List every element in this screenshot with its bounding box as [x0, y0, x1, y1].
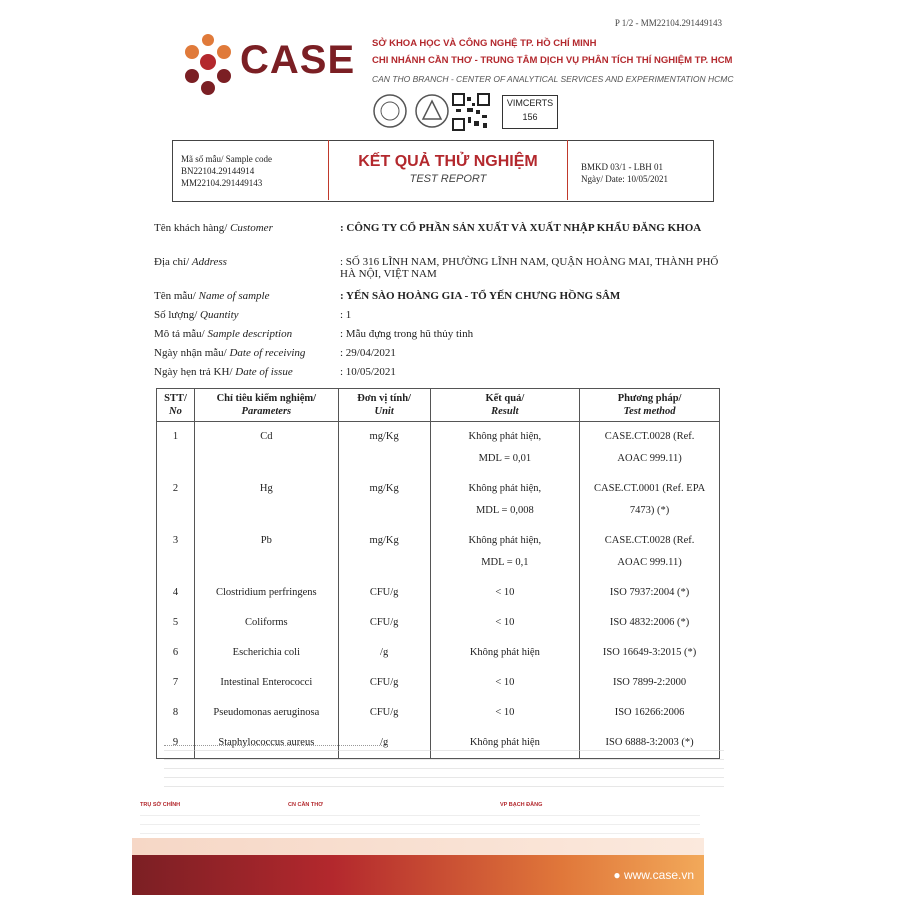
brand-name: CASE	[240, 38, 356, 82]
sample-code-block	[181, 153, 272, 189]
info-label-vi: Tên mẫu/	[154, 290, 199, 302]
cell-parameter-line: Cd	[260, 431, 273, 442]
org-line-1: SỞ KHOA HỌC VÀ CÔNG NGHỆ TP. HỒ CHÍ MINH	[372, 38, 597, 49]
report-date: Ngày/ Date: 10/05/2021	[581, 174, 668, 184]
cell-parameter-line: Escherichia coli	[232, 647, 300, 658]
report-header	[172, 140, 714, 202]
cell-unit	[338, 474, 430, 526]
form-code: BMKD 03/1 - LBH 01	[581, 162, 664, 172]
header-unit: Đơn vị tính/ Unit	[338, 389, 430, 422]
form-code-block	[581, 161, 668, 185]
table-row	[157, 698, 720, 728]
cell-no	[157, 668, 195, 698]
cell-no-line: 2	[172, 483, 179, 494]
cell-no	[157, 474, 195, 526]
cell-unit	[338, 526, 430, 578]
cell-method-line: ISO 4832:2006 (*)	[609, 617, 690, 628]
vimcerts-number: 156	[522, 112, 538, 122]
cell-result-line: Không phát hiện,	[468, 535, 542, 546]
footer-head-office-title: TRỤ SỞ CHÍNH	[140, 802, 181, 808]
info-value: : YẾN SÀO HOÀNG GIA - TỔ YẾN CHƯNG HỒNG SÂM	[340, 290, 621, 302]
cell-no-line: 9	[172, 737, 179, 748]
info-label-en: Name of sample	[198, 290, 270, 302]
info-value: : CÔNG TY CỔ PHẦN SẢN XUẤT VÀ XUẤT NHẬP KHẨU ĐĂNG KHOA	[340, 222, 702, 234]
info-label-en: Customer	[230, 222, 273, 234]
cell-method-line: ISO 6888-3:2003 (*)	[605, 737, 694, 748]
vimcerts-badge	[502, 95, 558, 129]
vilas-seal-icon	[414, 93, 450, 129]
cell-unit	[338, 698, 430, 728]
cell-result-line: Không phát hiện	[469, 737, 540, 748]
cell-method	[580, 698, 720, 728]
info-label-en: Date of issue	[235, 366, 293, 378]
cell-result-line-2: MDL = 0,01	[478, 453, 532, 464]
info-label-vi: Ngày nhận mẫu/	[154, 347, 230, 359]
cell-method-line: ISO 16649-3:2015 (*)	[602, 647, 697, 658]
organization-block	[372, 38, 733, 84]
cell-parameter-line: Hg	[259, 483, 273, 494]
cell-method-line: CASE.CT.0001 (Ref. EPA	[594, 483, 706, 494]
table-row	[157, 578, 720, 608]
footer-can-tho	[288, 800, 323, 810]
cell-parameter-line: Pb	[260, 535, 272, 546]
cell-unit	[338, 638, 430, 668]
table-body	[157, 422, 720, 759]
cell-no	[157, 526, 195, 578]
info-value: : SỐ 316 LĨNH NAM, PHƯỜNG LĨNH NAM, QUẬN HOÀNG MAI, THÀNH PHỐ HÀ NỘI, VIỆT NAM	[340, 256, 719, 280]
cell-unit	[338, 422, 430, 475]
footer-vp	[500, 800, 542, 810]
page-reference: P 1/2 - MM22104.291449143	[614, 18, 722, 28]
cell-parameter-line: Pseudomonas aeruginosa	[213, 707, 320, 718]
cell-no-line: 3	[172, 535, 179, 546]
cell-result	[430, 698, 580, 728]
cell-unit-line: mg/Kg	[369, 483, 399, 494]
website-text: www.case.vn	[623, 868, 694, 882]
org-line-3: CAN THO BRANCH - CENTER OF ANALYTICAL SERVICES AND EXPERIMENTATION HCMC	[372, 74, 734, 84]
cell-parameter	[194, 578, 338, 608]
cell-parameter-line: Intestinal Enterococci	[220, 677, 313, 688]
cell-method-line: ISO 7937:2004 (*)	[609, 587, 690, 598]
globe-icon: ●	[613, 868, 624, 882]
cell-method	[580, 638, 720, 668]
report-title-en: TEST REPORT	[409, 173, 487, 185]
cell-method	[580, 474, 720, 526]
info-label-vi: Số lượng/	[154, 309, 201, 321]
info-row-description	[154, 328, 724, 347]
info-label-vi: Tên khách hàng/	[154, 222, 231, 234]
header-no: STT/ No	[157, 389, 195, 422]
cell-method-line: ISO 16266:2006	[614, 707, 685, 718]
cell-result-line: < 10	[495, 587, 515, 598]
qr-code-icon	[452, 93, 490, 131]
website-link[interactable]	[613, 868, 694, 882]
header-parameters: Chỉ tiêu kiểm nghiệm/ Parameters	[194, 389, 338, 422]
info-value: : Mẫu đựng trong hũ thủy tinh	[340, 328, 474, 340]
cell-result-line-2: MDL = 0,008	[475, 505, 534, 516]
cell-result	[430, 638, 580, 668]
info-label-vi: Mô tả mẫu/	[154, 328, 208, 340]
cell-method	[580, 608, 720, 638]
table-row	[157, 526, 720, 578]
info-row-sample-name	[154, 290, 724, 309]
info-value: : 10/05/2021	[340, 366, 396, 378]
info-label-vi: Địa chỉ/	[154, 256, 192, 268]
case-logo	[178, 32, 356, 96]
info-label-en: Date of receiving	[229, 347, 306, 359]
cell-method	[580, 668, 720, 698]
table-row	[157, 638, 720, 668]
cell-unit	[338, 608, 430, 638]
cell-result	[430, 668, 580, 698]
footer-can-tho-title: CN CẦN THƠ	[288, 802, 323, 808]
table-row	[157, 422, 720, 475]
cell-result-line-2: MDL = 0,1	[481, 557, 529, 568]
sample-code-label: Mã số mẫu/ Sample code	[181, 154, 272, 164]
header-method: Phương pháp/ Test method	[580, 389, 720, 422]
info-row-received	[154, 347, 724, 366]
org-line-2: CHI NHÁNH CẦN THƠ - TRUNG TÂM DỊCH VỤ PHÂN TÍCH THÍ NGHIỆM TP. HCM	[372, 55, 733, 66]
cell-parameter-line: Coliforms	[245, 617, 288, 628]
cell-unit	[338, 578, 430, 608]
cell-result-line: Không phát hiện,	[468, 431, 542, 442]
cell-method-line: ISO 7899-2:2000	[612, 677, 687, 688]
report-title-vi: KẾT QUẢ THỬ NGHIỆM	[358, 153, 538, 170]
footnote-lines	[164, 750, 724, 788]
table-header-row	[157, 389, 720, 422]
footnotes	[164, 745, 724, 788]
cell-parameter	[194, 608, 338, 638]
molecule-logo-icon	[178, 32, 238, 96]
cell-no-line: 5	[172, 617, 179, 628]
results-table	[156, 388, 720, 759]
cell-method	[580, 578, 720, 608]
cell-parameter	[194, 668, 338, 698]
footer-band-light	[132, 838, 704, 856]
cell-result	[430, 422, 580, 475]
cell-parameter	[194, 422, 338, 475]
table-row	[157, 668, 720, 698]
info-row-quantity	[154, 309, 724, 328]
info-row-issue	[154, 366, 724, 385]
cell-no-line: 8	[172, 707, 179, 718]
cell-method	[580, 526, 720, 578]
cell-method	[580, 422, 720, 475]
cell-no-line: 7	[172, 677, 179, 688]
cell-result	[430, 578, 580, 608]
cell-result	[430, 474, 580, 526]
cell-no	[157, 698, 195, 728]
cell-unit-line: CFU/g	[369, 677, 399, 688]
info-row-address	[154, 256, 724, 290]
info-value: : 29/04/2021	[340, 347, 396, 359]
cell-no-line: 6	[172, 647, 179, 658]
vimcerts-label: VIMCERTS	[506, 98, 554, 108]
cell-unit-line: CFU/g	[369, 587, 399, 598]
report-title-block	[328, 140, 568, 200]
cell-unit-line: /g	[380, 647, 389, 658]
info-label-en: Address	[191, 256, 227, 268]
table-row	[157, 608, 720, 638]
cell-parameter	[194, 698, 338, 728]
cell-result-line: < 10	[495, 677, 515, 688]
sample-code-2: MM22104.291449143	[181, 178, 263, 188]
info-value: : 1	[340, 309, 352, 321]
cell-unit-line: mg/Kg	[369, 431, 399, 442]
cell-parameter	[194, 638, 338, 668]
cell-unit	[338, 668, 430, 698]
footer-vp-title: VP BẠCH ĐẰNG	[500, 802, 543, 808]
cell-result	[430, 608, 580, 638]
cell-result-line: Không phát hiện	[469, 647, 540, 658]
cell-unit-line: CFU/g	[369, 707, 399, 718]
accreditation-seal-icon	[372, 93, 408, 129]
info-label-vi: Ngày hẹn trả KH/	[154, 366, 236, 378]
cell-parameter	[194, 474, 338, 526]
cell-no-line: 4	[172, 587, 179, 598]
cell-method-line-2: 7473) (*)	[629, 505, 670, 516]
cell-parameter	[194, 526, 338, 578]
cell-method-line-2: AOAC 999.11)	[617, 453, 682, 464]
cell-result-line: Không phát hiện,	[468, 483, 542, 494]
cell-no-line: 1	[172, 431, 179, 442]
info-label-en: Sample description	[207, 328, 293, 340]
cell-unit-line: mg/Kg	[369, 535, 399, 546]
cell-no	[157, 638, 195, 668]
header-result: Kết quả/ Result	[430, 389, 580, 422]
sample-code-1: BN22104.29144914	[181, 166, 255, 176]
customer-info	[154, 222, 724, 385]
info-row-customer	[154, 222, 724, 256]
cell-no	[157, 608, 195, 638]
cell-parameter-line: Clostridium perfringens	[216, 587, 317, 598]
cell-parameter-line: Staphylococcus aureus	[218, 737, 315, 748]
footer-head-office	[140, 800, 180, 810]
info-label-en: Quantity	[200, 309, 239, 321]
cell-result-line: < 10	[495, 707, 515, 718]
cell-no	[157, 422, 195, 475]
cell-result	[430, 526, 580, 578]
cell-no	[157, 578, 195, 608]
cell-unit-line: /g	[380, 737, 389, 748]
cell-unit-line: CFU/g	[369, 617, 399, 628]
cell-method-line: CASE.CT.0028 (Ref.	[604, 431, 695, 442]
cell-result-line: < 10	[495, 617, 515, 628]
cell-method-line-2: AOAC 999.11)	[617, 557, 682, 568]
table-row	[157, 474, 720, 526]
cell-method-line: CASE.CT.0028 (Ref.	[604, 535, 695, 546]
